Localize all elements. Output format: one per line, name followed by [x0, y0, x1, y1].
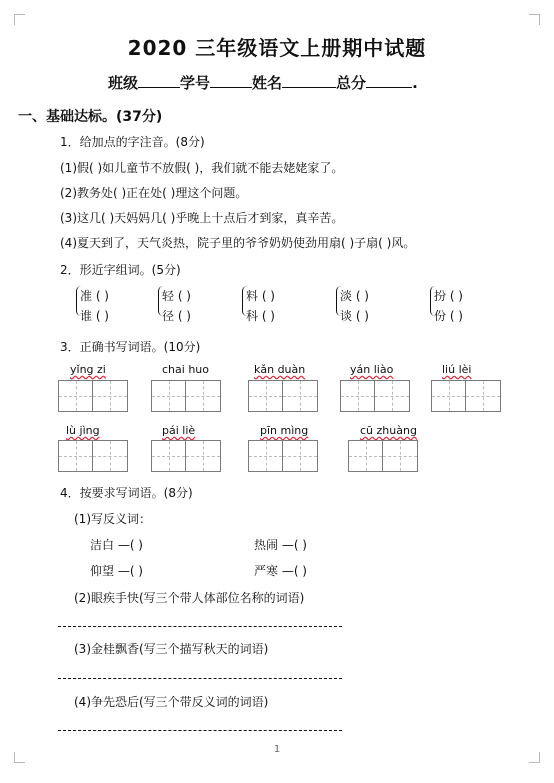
q4-sub-heading: (4)争先恐后(写三个带反义词的词语) [74, 695, 269, 709]
pinyin-label: pīn mìng [260, 424, 309, 437]
writing-grid[interactable] [431, 380, 501, 412]
writing-grid[interactable] [248, 380, 318, 412]
score-label: 总分 [336, 74, 367, 92]
answer-line[interactable] [58, 730, 342, 731]
q4-sub-heading: (3)金桂飘香(写三个描写秋天的词语) [74, 642, 269, 656]
writing-grid[interactable] [248, 440, 318, 472]
id-blank [210, 73, 252, 88]
section-heading: 一、基础达标。(37分) [18, 109, 163, 125]
page-title: 2020 三年级语文上册期中试题 [127, 36, 427, 60]
q2-word: 淡 ( ) [340, 289, 369, 303]
class-blank [138, 73, 180, 88]
answer-line[interactable] [58, 678, 342, 679]
q1-line: (2)教务处( )正在处( )理这个问题。 [60, 186, 248, 200]
pinyin-label: pái liè [162, 424, 196, 437]
class-label: 班级 [108, 74, 139, 92]
pinyin-label: liú lèi [442, 363, 472, 376]
writing-grid[interactable] [340, 380, 410, 412]
q2-heading: 2．形近字组词。(5分) [60, 263, 181, 277]
score-blank [366, 73, 412, 88]
q4-sub-heading: (2)眼疾手快(写三个带人体部位名称的词语) [74, 591, 305, 605]
pinyin-label: lù jìng [66, 424, 100, 437]
antonym-item: 严寒 —( ) [254, 564, 307, 578]
writing-grid[interactable] [151, 380, 221, 412]
antonym-item: 热闹 —( ) [254, 538, 307, 552]
pinyin-label: yǐng zi [70, 363, 106, 376]
page-number: 1 [273, 744, 281, 755]
q2-word: 谁 ( ) [80, 309, 109, 323]
corner-mark [529, 14, 540, 25]
writing-grid[interactable] [58, 380, 128, 412]
q2-word: 份 ( ) [434, 309, 463, 323]
q2-word: 科 ( ) [246, 309, 275, 323]
q2-word: 轻 ( ) [162, 289, 191, 303]
corner-mark [14, 14, 25, 25]
student-info-line [108, 72, 418, 93]
q2-word: 径 ( ) [162, 309, 191, 323]
q2-word: 谈 ( ) [340, 309, 369, 323]
q2-word: 料 ( ) [246, 289, 275, 303]
q2-word: 扮 ( ) [434, 289, 463, 303]
q2-word: 准 ( ) [80, 289, 109, 303]
writing-grid[interactable] [151, 440, 221, 472]
pinyin-label: chai huo [162, 363, 209, 376]
end-mark: . [412, 74, 418, 92]
pinyin-label: yán liào [350, 363, 394, 376]
antonym-item: 洁白 —( ) [90, 538, 143, 552]
q4-sub-heading: (1)写反义词： [74, 512, 151, 526]
pinyin-label: kǎn duàn [254, 363, 306, 376]
name-blank [282, 73, 336, 88]
q3-heading: 3．正确书写词语。(10分) [60, 340, 201, 354]
q1-line: (3)这几( )天妈妈几( )乎晚上十点后才到家，真辛苦。 [60, 211, 344, 225]
q1-line: (1)假( )如儿童节不放假( )，我们就不能去姥姥家了。 [60, 161, 344, 175]
name-label: 姓名 [252, 74, 283, 92]
writing-grid[interactable] [348, 440, 418, 472]
pinyin-label: cū zhuàng [360, 424, 417, 437]
id-label: 学号 [180, 74, 211, 92]
writing-grid[interactable] [58, 440, 128, 472]
answer-line[interactable] [58, 626, 342, 627]
antonym-item: 仰望 —( ) [90, 564, 143, 578]
q4-heading: 4．按要求写词语。(8分) [60, 486, 193, 500]
q1-heading: 1．给加点的字注音。(8分) [60, 135, 205, 149]
q1-line: (4)夏天到了，天气炎热，院子里的爷爷奶奶使劲用扇( )子扇( )风。 [60, 236, 416, 250]
